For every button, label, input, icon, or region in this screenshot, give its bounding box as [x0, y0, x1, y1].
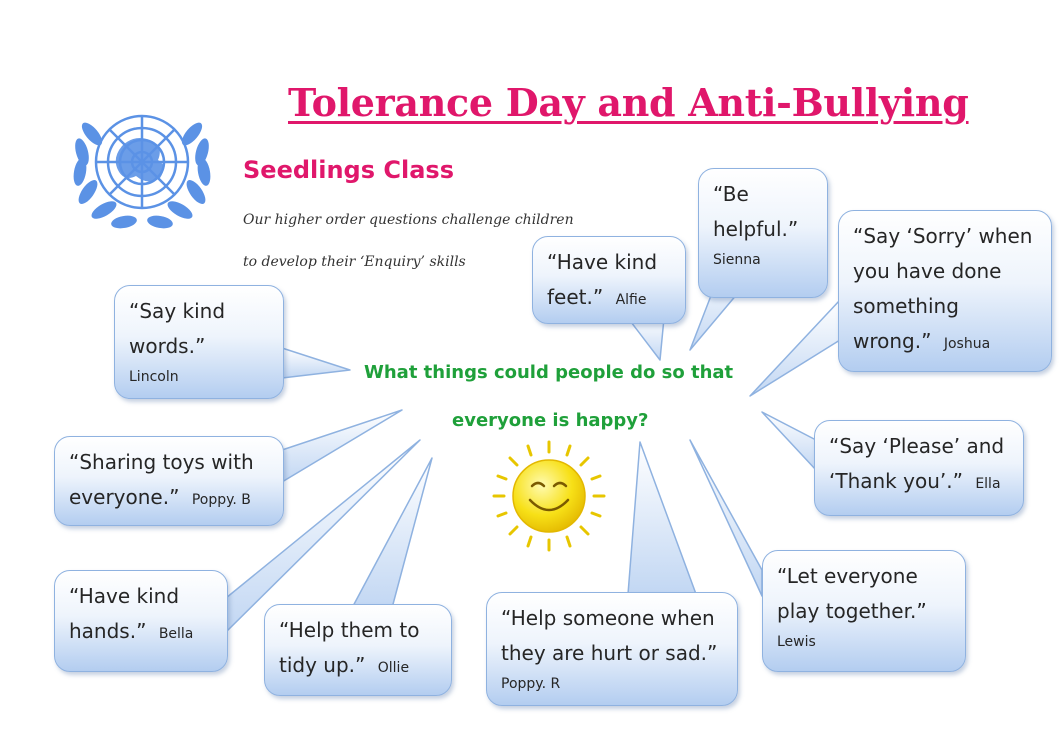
page-title: Tolerance Day and Anti-Bullying: [288, 80, 969, 125]
quote-text: “Help someone when they are hurt or sad.”: [501, 606, 718, 665]
quote-text: “Say ‘Sorry’ when you have done something wrong.”: [853, 224, 1033, 353]
bubble-poppy-r: [486, 592, 738, 706]
quote-text: “Let everyone play together.”: [777, 564, 927, 623]
author-name: Lincoln: [129, 369, 179, 385]
quote-text: “Say kind words.”: [129, 299, 226, 358]
bubble-lincoln: [114, 285, 284, 399]
bubble-alfie: [532, 236, 686, 324]
quote-text: “Help them to tidy up.”: [279, 618, 420, 677]
tail-ella: [762, 412, 816, 470]
author-name: Lewis: [777, 634, 816, 650]
tail-lincoln: [282, 348, 350, 378]
author-name: Joshua: [943, 336, 991, 352]
tail-lewis: [690, 440, 762, 596]
quote-text: “Have kind feet.”: [547, 250, 658, 309]
question-line-1: What things could people do so that: [364, 362, 734, 383]
author-name: Sienna: [713, 252, 761, 268]
smiling-sun-icon: [484, 436, 614, 556]
author-name: Poppy. B: [191, 492, 251, 508]
class-name: Seedlings Class: [243, 156, 454, 184]
quote-text: “Sharing toys with everyone.”: [69, 450, 254, 509]
tail-poppy-r: [628, 442, 696, 594]
tail-ollie: [352, 458, 432, 608]
quote-text: “Be helpful.”: [713, 182, 799, 241]
author-name: Ella: [975, 476, 1001, 492]
bubble-lewis: [762, 550, 966, 672]
subtitle-line-1: Our higher order questions challenge children: [243, 212, 574, 228]
bubble-poppy-b: [54, 436, 284, 526]
bubble-bella: [54, 570, 228, 672]
author-name: Alfie: [615, 292, 647, 308]
quote-text: “Have kind hands.”: [69, 584, 180, 643]
tail-alfie: [628, 318, 664, 360]
tail-joshua: [750, 300, 840, 396]
author-name: Bella: [158, 626, 194, 642]
bubble-sienna: [698, 168, 828, 298]
question-line-2: everyone is happy?: [452, 410, 649, 431]
author-name: Ollie: [377, 660, 410, 676]
subtitle-line-2: to develop their ‘Enquiry’ skills: [243, 254, 466, 270]
bubble-joshua: [838, 210, 1052, 372]
author-name: Poppy. R: [501, 676, 561, 692]
bubble-ollie: [264, 604, 452, 696]
quote-text: “Say ‘Please’ and ‘Thank you’.”: [829, 434, 1005, 493]
bubble-ella: [814, 420, 1024, 516]
